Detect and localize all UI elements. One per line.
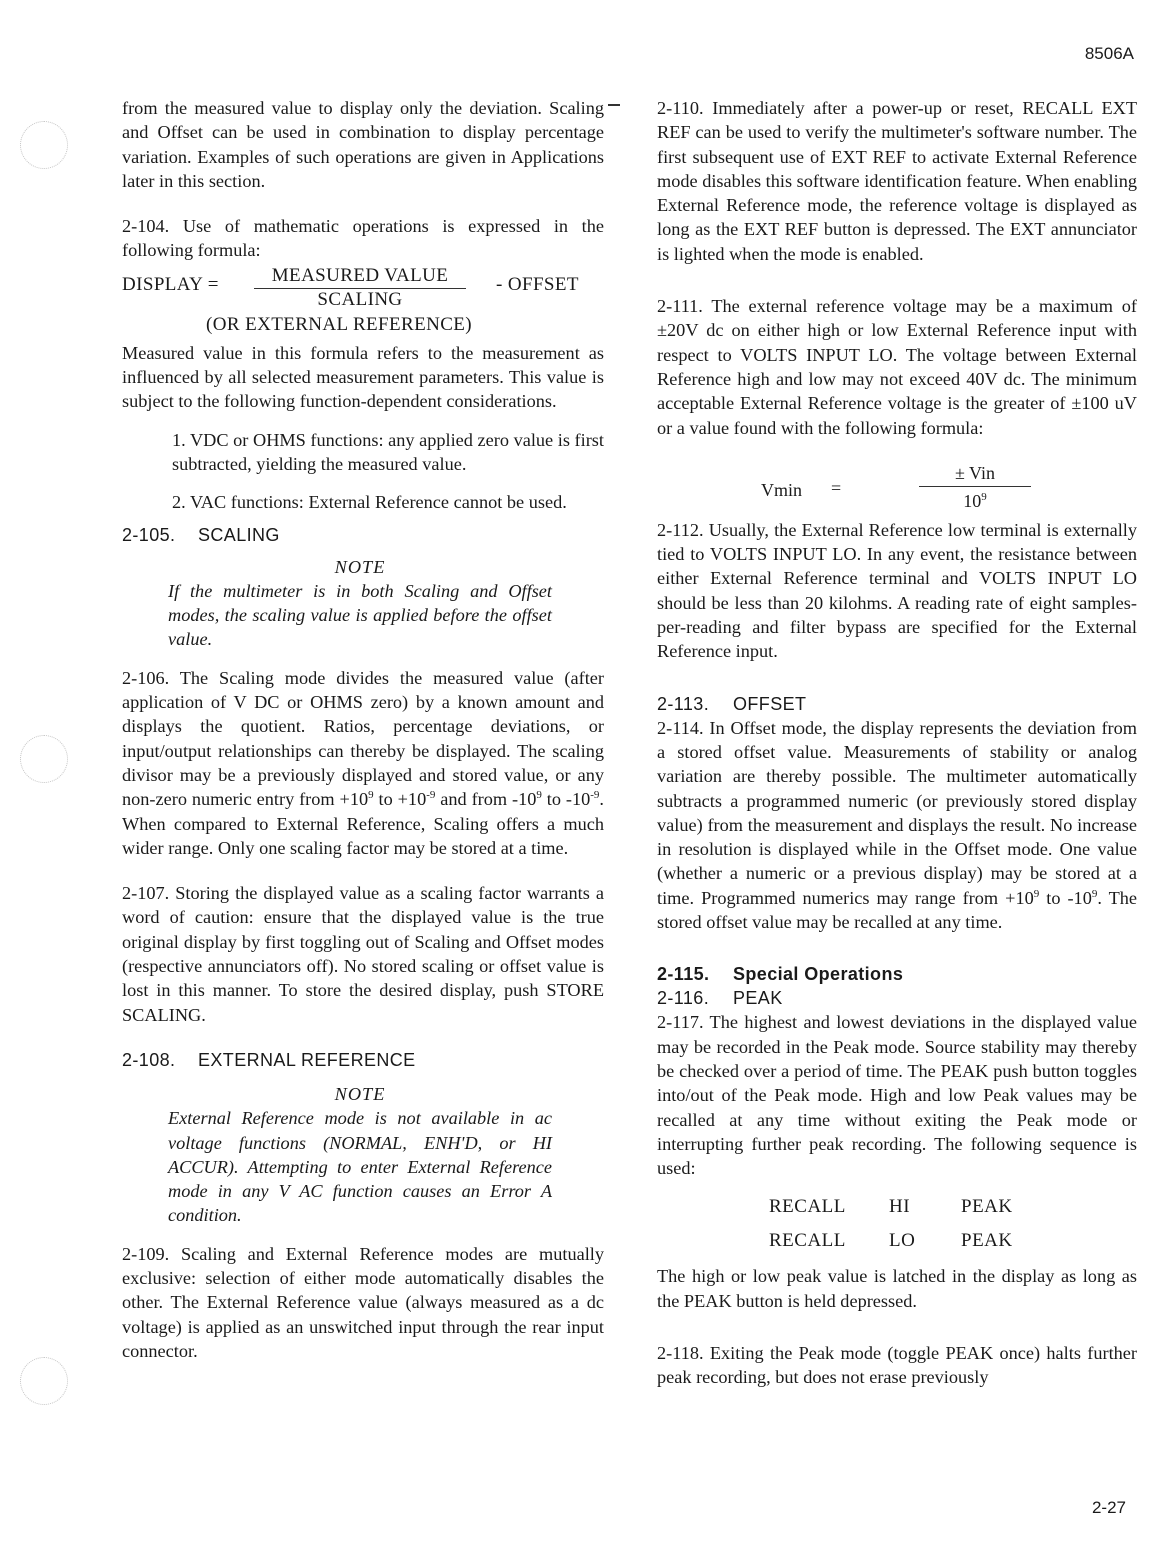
binder-hole-top	[20, 121, 68, 169]
paragraph-2-117: 2-117. The highest and lowest deviations in the displayed value may be recorded in the Peak mode. Source stability may thereby be checked over a period of time. The PEAK push button toggles into/out of the Peak mode. High and low Peak values may be recalled at any time without exiting the Peak mode or interrupting further peak recording. The following sequence is used:	[657, 1012, 1137, 1179]
formula-lhs: DISPLAY =	[122, 273, 219, 295]
peak-recall-sequence	[769, 1190, 1137, 1258]
paragraph-2-111: 2-111. The external reference voltage may be a maximum of ±20V dc on either high or low External Reference input with respect to VOLTS INPUT LO. The voltage between External Reference high and low may not exceed 40V dc. The minimum acceptable External Reference voltage is the greater of ±100 uV or a value found with the following formula:	[657, 296, 1137, 438]
list-item-1: 1. VDC or OHMS functions: any applied zero value is first subtracted, yielding the measured value.	[172, 429, 604, 474]
heading-2-105: 2-105. SCALING	[122, 524, 280, 545]
paragraph-2-106: 2-106. The Scaling mode divides the measured value (after application of V DC or OHMS zero) by a known amount and displays the quotient. Ratios, percentage deviations, or input/output relationships can thereby be displayed. The scaling divisor may be a previously displayed and stored value, or any non-zero numeric entry from $+10^9$ to $+10^{-9}$ and from $-10^9$ to $-10^{-9}$. When compared to External Reference, Scaling offers a much wider range. Only one scaling factor may be stored at a time.	[122, 667, 604, 858]
vmin-formula	[657, 460, 1137, 518]
formula-fraction	[254, 263, 466, 311]
list-item-2: 2. VAC functions: External Reference cannot be used.	[172, 492, 567, 513]
paragraph-2-114: 2-114. In Offset mode, the display represents the deviation from a stored offset value. Measurements of stability or analog variation are thereby possible. The multimeter automatically subtracts a programmed numeric (or previously stored display value) from the measurement and displays the result. No increase in resolution is displayed while in the Offset mode. One value (whether a numeric or a previous display) may be stored at a time. Programmed numerics may range from $+10^9$ to $-10^9$. The stored offset value may be recalled at any time.	[657, 717, 1138, 933]
vmin-numerator: ± Vin	[919, 460, 1031, 487]
right-column	[657, 96, 1137, 1390]
paragraph-2-110: 2-110. Immediately after a power-up or reset, RECALL EXT REF can be used to verify the multimeter's software number. The first subsequent use of EXT REF to activate External Reference mode disables this software identification feature. When enabling External Reference mode, the reference voltage is displayed as long as the EXT REF button is depressed. The EXT annunciator is lighted when the mode is enabled.	[657, 98, 1137, 264]
note-text: If the multimeter is in both Scaling and Offset modes, the scaling value is applied before the offset value.	[168, 580, 552, 650]
paragraph-2-104-continued: Measured value in this formula refers to the measurement as influenced by all selected measurement parameters. This value is subject to the following function-dependent considerations.	[122, 342, 604, 412]
note-external-reference	[168, 1082, 552, 1228]
binder-hole-middle	[20, 735, 68, 783]
heading-2-116: 2-116. PEAK	[657, 988, 783, 1009]
paragraph-2-107: 2-107. Storing the displayed value as a scaling factor warrants a word of caution: ensure that the displayed value is the true original display by first toggling out of Scaling and Offset modes (respective annunciators off). No stored scaling or offset value is lost in this manner. To store the desired display, push STORE SCALING.	[122, 883, 604, 1025]
formula-alternate: (OR EXTERNAL REFERENCE)	[206, 313, 473, 335]
formula-denominator: SCALING	[317, 288, 403, 310]
vmin-fraction	[919, 460, 1031, 515]
note-scaling	[168, 555, 552, 652]
vmin-denominator: $10^9$	[963, 490, 987, 511]
vmin-lhs: Vmin	[761, 479, 803, 500]
note-title: NOTE	[334, 1083, 386, 1104]
note-title: NOTE	[334, 556, 386, 577]
paragraph-2-112: 2-112. Usually, the External Reference low terminal is externally tied to VOLTS INPUT LO. In any event, the resistance between either External Reference terminal and VOLTS INPUT LO should be less than 20 kilohms. A reading rate of eight samples-per-reading and filter bypass are specified for the External Reference input.	[657, 519, 1137, 662]
paragraph-2-117-continued: The high or low peak value is latched in the display as long as the PEAK button is held depressed.	[657, 1266, 1137, 1311]
paragraph-2-118: 2-118. Exiting the Peak mode (toggle PEAK once) halts further peak recording, but does not erase previously	[657, 1342, 1137, 1388]
vmin-equals: =	[831, 477, 842, 498]
intro-paragraph: from the measured value to display only the deviation. Scaling and Offset can be used in combination to display percentage variation. Examples of such operations are given in Applications later in this section.	[122, 98, 604, 191]
paragraph-2-104: 2-104. Use of mathematic operations is expressed in the following formula:	[122, 216, 604, 261]
binder-hole-bottom	[20, 1357, 68, 1405]
paragraph-2-109: 2-109. Scaling and External Reference modes are mutually exclusive: selection of either mode automatically disables the other. The External Reference value (always measured as a dc voltage) is applied as an unswitched input through the rear input connector.	[122, 1243, 604, 1361]
formula-numerator: MEASURED VALUE	[254, 263, 466, 289]
sequence-row-lo: RECALL LO PEAK	[769, 1230, 1013, 1252]
edge-dash-mark	[608, 104, 620, 106]
formula-rhs: - OFFSET	[496, 273, 579, 295]
left-column	[122, 96, 604, 1363]
sequence-row-hi: RECALL HI PEAK	[769, 1196, 1013, 1218]
note-text: External Reference mode is not available in ac voltage functions (NORMAL, ENH'D, or HI ACCUR). Attempting to enter External Reference mode in any V AC function causes an Error A condition.	[168, 1108, 552, 1226]
page-number: 2-27	[1091, 1498, 1126, 1517]
display-formula	[122, 263, 604, 341]
heading-2-108: 2-108. EXTERNAL REFERENCE	[122, 1049, 416, 1070]
heading-2-115: 2-115. Special Operations	[657, 964, 904, 985]
heading-2-113: 2-113. OFFSET	[657, 693, 807, 714]
page-model-id: 8506A	[1084, 44, 1134, 63]
